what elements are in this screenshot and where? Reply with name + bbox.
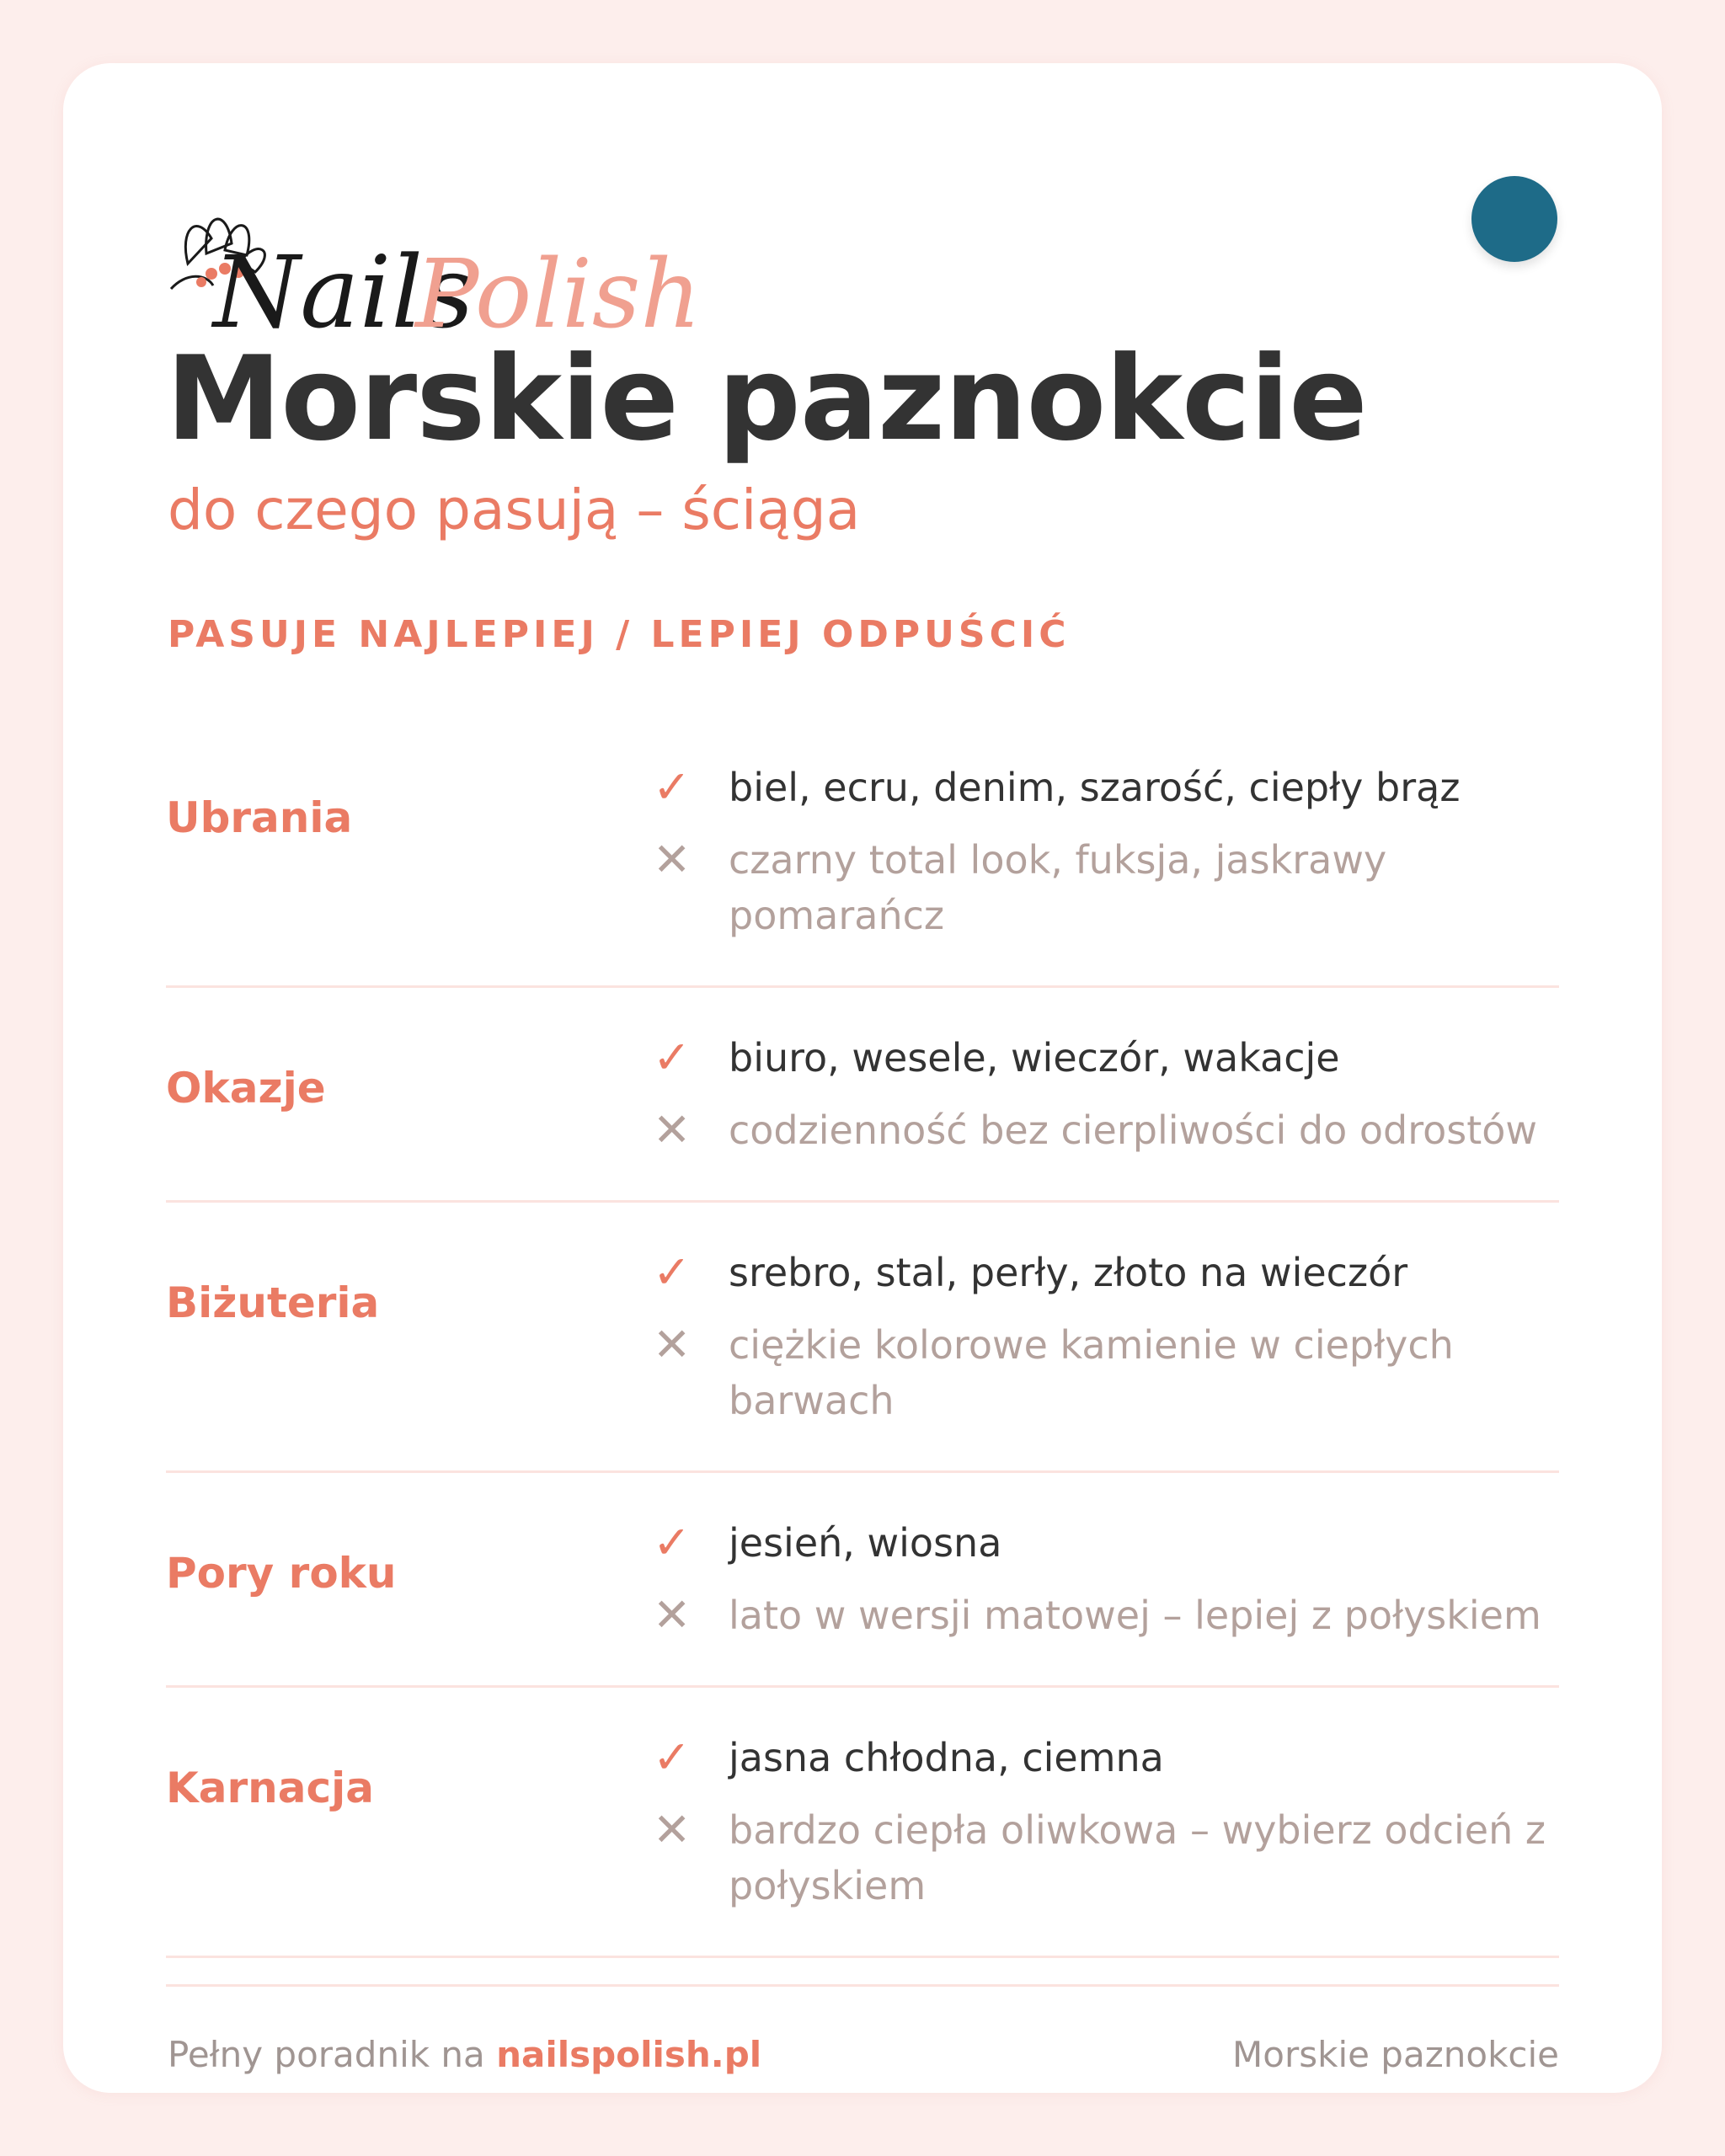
row-label: Karnacja xyxy=(166,1764,374,1812)
footer-topic: Morskie paznokcie xyxy=(1232,2034,1559,2075)
list-item xyxy=(166,1688,1559,1958)
list-item xyxy=(166,1473,1559,1688)
fits-text: jasna chłodna, ciemna xyxy=(729,1735,1164,1780)
list-item xyxy=(166,988,1559,1203)
check-icon: ✓ xyxy=(653,1731,692,1784)
avoid-text: codzienność bez cierpliwości do odrostów xyxy=(729,1107,1538,1153)
section-label: PASUJE NAJLEPIEJ / LEPIEJ ODPUŚCIĆ xyxy=(168,613,1071,656)
fits-item xyxy=(653,1515,1559,1571)
page-subtitle: do czego pasują – ściąga xyxy=(168,478,861,542)
footer-source xyxy=(168,2034,761,2075)
fits-text: jesień, wiosna xyxy=(729,1520,1002,1566)
list-item xyxy=(166,724,1559,988)
check-icon: ✓ xyxy=(653,760,692,814)
fits-item xyxy=(653,1730,1559,1785)
check-icon: ✓ xyxy=(653,1246,692,1299)
avoid-text: lato w wersji matowej – lepiej z połyskiem xyxy=(729,1593,1541,1638)
website-link[interactable]: nailspolish.pl xyxy=(496,2034,762,2075)
row-label: Biżuteria xyxy=(166,1278,380,1327)
check-icon: ✓ xyxy=(653,1516,692,1569)
check-icon: ✓ xyxy=(653,1031,692,1084)
fits-text: biel, ecru, denim, szarość, ciepły brąz xyxy=(729,765,1461,810)
cross-icon: ✕ xyxy=(653,1588,692,1641)
row-label: Pory roku xyxy=(166,1549,397,1598)
cross-icon: ✕ xyxy=(653,1318,692,1371)
fits-item xyxy=(653,760,1559,815)
logo-word-nails: Nails xyxy=(213,234,474,348)
footer-divider xyxy=(166,1984,1559,1987)
logo-word-polish: Polish xyxy=(415,240,702,348)
page-title: Morskie paznokcie xyxy=(166,331,1367,467)
cross-icon: ✕ xyxy=(653,1103,692,1156)
avoid-item xyxy=(653,832,1559,943)
avoid-text: ciężkie kolorowe kamienie w ciepłych barwach xyxy=(729,1322,1454,1423)
color-swatch-dot xyxy=(1471,176,1557,262)
fits-item xyxy=(653,1245,1559,1300)
fits-text: biuro, wesele, wieczór, wakacje xyxy=(729,1035,1340,1081)
row-label: Okazje xyxy=(166,1064,326,1113)
brand-logo xyxy=(163,163,735,348)
fits-item xyxy=(653,1030,1559,1086)
avoid-item xyxy=(653,1802,1559,1913)
row-label: Ubrania xyxy=(166,793,353,842)
list-item xyxy=(166,1203,1559,1473)
recommendation-list xyxy=(166,724,1559,1958)
footer-prefix: Pełny poradnik na xyxy=(168,2034,497,2075)
avoid-text: czarny total look, fuksja, jaskrawy pomarańcz xyxy=(729,837,1387,938)
cross-icon: ✕ xyxy=(653,1803,692,1856)
avoid-item xyxy=(653,1317,1559,1428)
avoid-item xyxy=(653,1102,1559,1158)
cross-icon: ✕ xyxy=(653,833,692,886)
avoid-text: bardzo ciepła oliwkowa – wybierz odcień z połyskiem xyxy=(729,1807,1546,1908)
fits-text: srebro, stal, perły, złoto na wieczór xyxy=(729,1250,1408,1295)
cheatsheet-card xyxy=(63,63,1662,2093)
avoid-item xyxy=(653,1588,1559,1643)
